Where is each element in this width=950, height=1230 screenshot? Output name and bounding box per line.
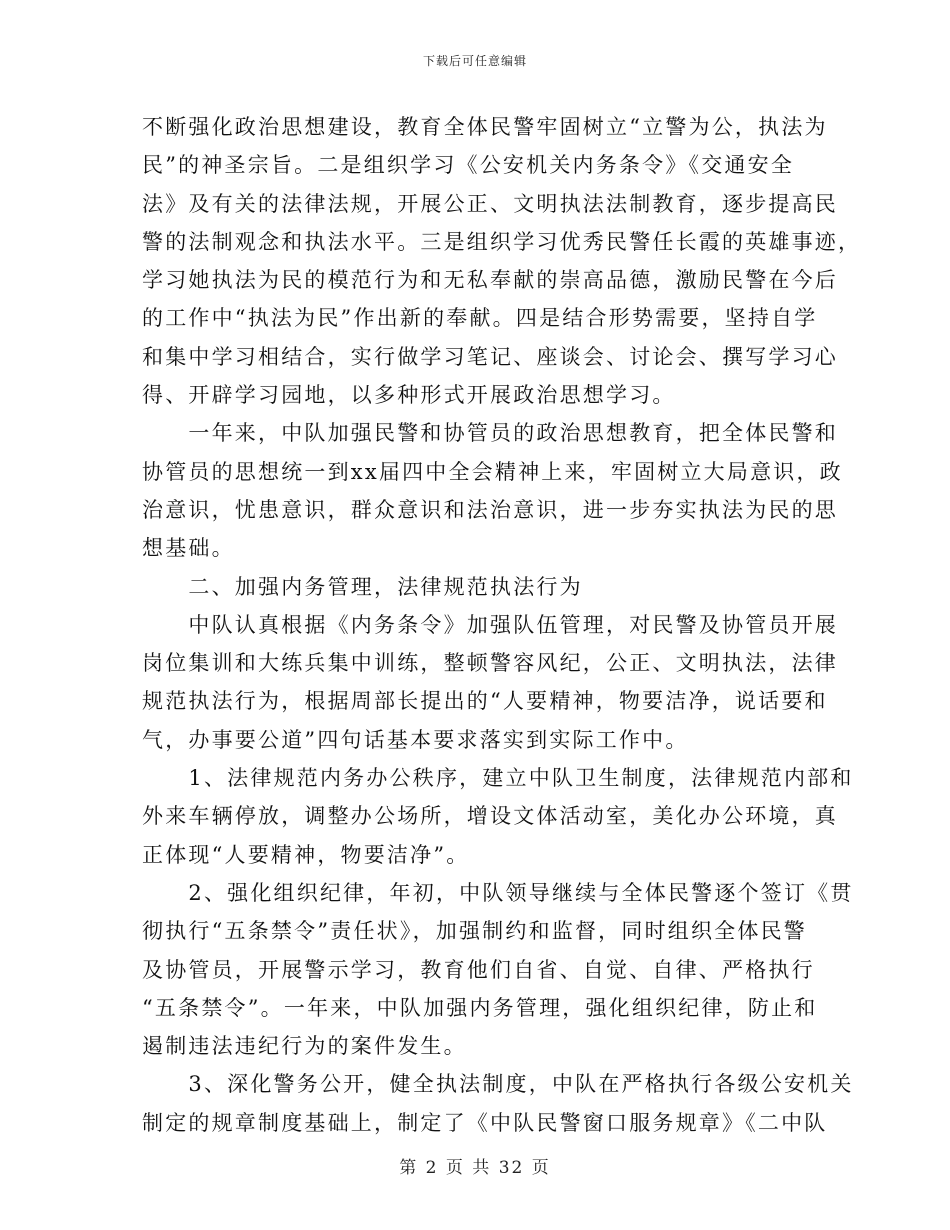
text-line: 协管员的思想统一到xx届四中全会精神上来，牢固树立大局意识，政: [142, 459, 843, 484]
text-line: 气，办事要公道”四句话基本要求落实到实际工作中。: [142, 727, 689, 752]
text-line: 民”的神圣宗旨。二是组织学习《公安机关内务条令》《交通安全: [142, 153, 795, 178]
text-line: 2、强化组织纪律，年初，中队领导继续与全体民警逐个签订《贯: [142, 880, 854, 905]
text-line: 遏制违法违纪行为的案件发生。: [142, 1034, 467, 1059]
text-line: 不断强化政治思想建设，教育全体民警牢固树立“立警为公，执法为: [142, 115, 828, 139]
text-line: 得、开辟学习园地，以多种形式开展政治思想学习。: [142, 383, 676, 408]
text-line: 治意识，忧患意识，群众意识和法治意识，进一步夯实执法为民的思: [142, 497, 838, 522]
text-line: “五条禁令”。一年来，中队加强内务管理，强化组织纪律，防止和: [142, 995, 818, 1020]
text-line: 彻执行“五条禁令”责任状》，加强制约和监督，同时组织全体民警: [142, 919, 807, 944]
text-line: 制定的规章制度基础上，制定了《中队民警窗口服务规章》《二中队: [142, 1110, 828, 1135]
text-line: 3、深化警务公开，健全执法制度，中队在严格执行各级公安机关: [142, 1072, 854, 1097]
text-line: 外来车辆停放，调整办公场所，增设文体活动室，美化办公环境，真: [142, 804, 838, 829]
text-line: 及协管员，开展警示学习，教育他们自省、自觉、自律、严格执行: [142, 957, 815, 982]
text-line: 学习她执法为民的模范行为和无私奉献的崇高品德，激励民警在今后: [142, 268, 838, 293]
text-line: 和集中学习相结合，实行做学习笔记、座谈会、讨论会、撰写学习心: [142, 344, 838, 369]
page-footer: 第 2 页 共 32 页: [399, 1158, 551, 1178]
text-line: 的工作中“执法为民”作出新的奉献。四是结合形势需要，坚持自学: [142, 306, 818, 331]
text-line: 想基础。: [142, 536, 235, 561]
text-line: 法》及有关的法律法规，开展公正、文明执法法制教育，逐步提高民: [142, 191, 838, 216]
page-header: 下载后可任意编辑: [422, 54, 527, 68]
text-line: 岗位集训和大练兵集中训练，整顿警容风纪，公正、文明执法，法律: [142, 651, 838, 676]
text-line: 中队认真根据《内务条令》加强队伍管理，对民警及协管员开展: [142, 612, 838, 637]
text-line: 一年来，中队加强民警和协管员的政治思想教育，把全体民警和: [142, 421, 838, 446]
document-body: [142, 108, 862, 1142]
text-line: 1、法律规范内务办公秩序，建立中队卫生制度，法律规范内部和: [142, 766, 854, 791]
text-line: 警的法制观念和执法水平。三是组织学习优秀民警任长霞的英雄事迹，: [142, 229, 862, 254]
section-heading: 二、加强内务管理，法律规范执法行为: [142, 574, 583, 599]
text-line: 正体现“人要精神，物要洁净”。: [142, 842, 470, 867]
text-line: 规范执法行为，根据周部长提出的“人要精神，物要洁净，说话要和: [142, 689, 828, 714]
